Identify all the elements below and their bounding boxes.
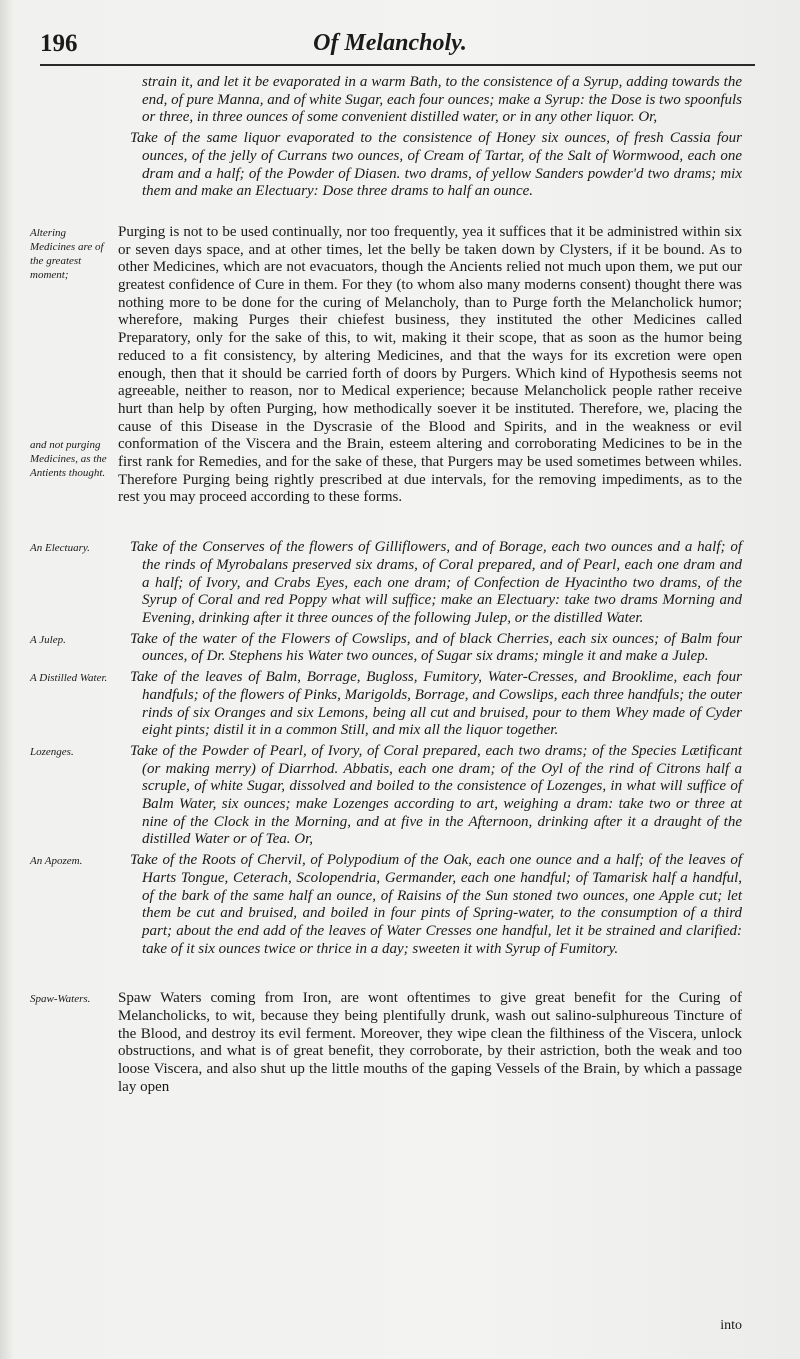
margin-note: Spaw-Waters. <box>30 993 91 1006</box>
body-text <box>30 74 742 1097</box>
page-number: 196 <box>40 30 78 57</box>
recipe-distilled-water <box>30 669 742 740</box>
margin-note: An Electuary. <box>30 542 90 555</box>
recipe-apozem <box>30 852 742 958</box>
paragraph-purging <box>30 224 742 507</box>
margin-note: Altering Medicines are of the greatest moment; <box>30 226 104 281</box>
margin-note: A Distilled Water. <box>30 672 108 685</box>
recipe-julep <box>30 631 742 666</box>
margin-note: An Apozem. <box>30 855 83 868</box>
recipe-text: strain it, and let it be evaporated in a warm Bath, to the consistence of a Syrup, adding towards the end, of pure Manna, and of white Sugar, each four ounces; make a Syrup: the Dose is two spoonfuls or three, in three ounces of some convenient distilled water, or in any other liquor. Or, <box>142 74 742 126</box>
recipe-text: Take of the Powder of Pearl, of Ivory, of Coral prepared, each two drams; of the Species Lætificant (or making merry) of Diarrhod. Abbatis, each one dram; of the Oyl of the rind of Citrons half a scruple, of white Sugar, dissolved and boiled to the consistence of Lozenges, in what will suffice of Balm Water, six ounces; make Lozenges according to art, weighing a dram: take two or three at nine of the Clock in the Morning, and at five in the Afternoon, drinking after it a draught of the distilled Water or of Tea. Or, <box>130 742 742 848</box>
recipe-text: Take of the leaves of Balm, Borrage, Bugloss, Fumitory, Water-Cresses, and Brooklime, each four handfuls; of the flowers of Pinks, Marigolds, Borrage, and Cowslips, each three handfuls; the outer rinds of six Oranges and six Lemons, being all cut and bruised, pour to them Whey made of Cyder eight pints; distil it in a common Still, and mix all the liquor together. <box>130 669 742 739</box>
recipe-lozenges <box>30 743 742 849</box>
paragraph-text: Spaw Waters coming from Iron, are wont oftentimes to give great benefit for the Curing of Melancholicks, to wit, because they being plentifully drunk, wash out salino-sulphureous Tincture of the Blood, and destroy its evil ferment. Moreover, they wipe clean the filthiness of the Viscera, unlock obstructions, and what is of great benefit, they corroborate, by their astriction, both the weak and too loose Viscera, and also shut up the little mouths of the gaping Vessels of the Brain, by which a passage lay open <box>118 990 742 1095</box>
catchword: into <box>720 1318 742 1333</box>
electuary-recipe <box>30 130 742 201</box>
margin-note: A Julep. <box>30 633 66 646</box>
margin-note: Lozenges. <box>30 745 74 758</box>
page-header <box>40 30 740 64</box>
recipe-text: Take of the Roots of Chervil, of Polypodium of the Oak, each one ounce and a half; of the leaves of Harts Tongue, Ceterach, Scolopendria, Germander, each one handful; of Tamarisk half a handful, of the bark of the same half an ounce, of Raisins of the Sun stoned two ounces, one Apple cut; let them be cut and bruised, and boiled in four pints of Spring-water, to the consumption of a third part; about the end add of the leaves of Water Cresses one handful, let it be strained and clarified: take of it six ounces twice or thrice in a day; sweeten it with Syrup of Fumitory. <box>130 852 742 957</box>
paragraph-text: Purging is not to be used continually, nor too frequently, yea it suffices that it be administred within six or seven days space, and at other times, let the belly be taken down by Clysters, if it be bound. As to other Medicines, which are not evacuators, though the Ancients relied not much upon them, we put our greatest confidence of Cure in them. For they (to whom also many moderns consent) thought there was nothing more to be done for the curing of Melancholy, than to Purge forth the Melancholick humor; wherefore, making Purges their chiefest business, they instituted the other Medicines called Preparatory, only for the sake of this, to wit, making it their scope, that as soon as the humor being reduced to a fit consistency, by altering Medicines, and that the ways for its excretion were open enough, then that it should be carried forth of doors by Purgers. Which kind of Hypothesis seems not agreeable, neither to reason, nor to Medical experience; because Melancholick people rather receive hurt than help by often Purging, how methodically soever it be instituted. Therefore, we, placing the cause of this Disease in the Dyscrasie of the Blood and Spirits, and in the weakness or evil conformation of the Viscera and the Brain, esteem altering and corroborating Medicines to be in the first rank for Remedies, and for the sake of these, that Purgers may be used sometimes between whiles. Therefore Purging being rightly prescribed at due intervals, for the removing impediments, as to the rest you may proceed according to these forms. <box>118 223 742 506</box>
paragraph-spaw-waters <box>30 990 742 1096</box>
recipe-electuary <box>30 539 742 628</box>
recipe-text: Take of the Conserves of the flowers of Gilliflowers, and of Borage, each two ounces and a half; of the rinds of Myrobalans preserved six drams, of Coral prepared, and of Pearl, each one dram and a half; of Ivory, and Crabs Eyes, each one dram; of Confection de Hyacintho two drams, of the Syrup of Coral and red Poppy what will suffice; make an Electuary: take two drams Morning and Evening, drinking after it three ounces of the following Julep, or the distilled Water. <box>130 539 742 626</box>
header-rule <box>40 64 755 66</box>
margin-note: and not purging Medicines, as the Antients thought. <box>30 438 107 479</box>
recipe-text: Take of the same liquor evaporated to the consistence of Honey six ounces, of fresh Cassia four ounces, of the jelly of Currans two ounces, of Cream of Tartar, of the Salt of Wormwood, each one dram and a half; of the Powder of Diasen. two drams, of yellow Sanders powder'd two drams; mix them and make an Electuary: Dose three drams to half an ounce. <box>130 130 742 200</box>
recipe-continuation <box>30 74 742 127</box>
recipe-text: Take of the water of the Flowers of Cowslips, and of black Cherries, each six ounces; of Balm four ounces, of Dr. Stephens his Water two ounces, of Sugar six drams; mingle it and make a Julep. <box>130 630 742 665</box>
running-title: Of Melancholy. <box>313 30 467 56</box>
